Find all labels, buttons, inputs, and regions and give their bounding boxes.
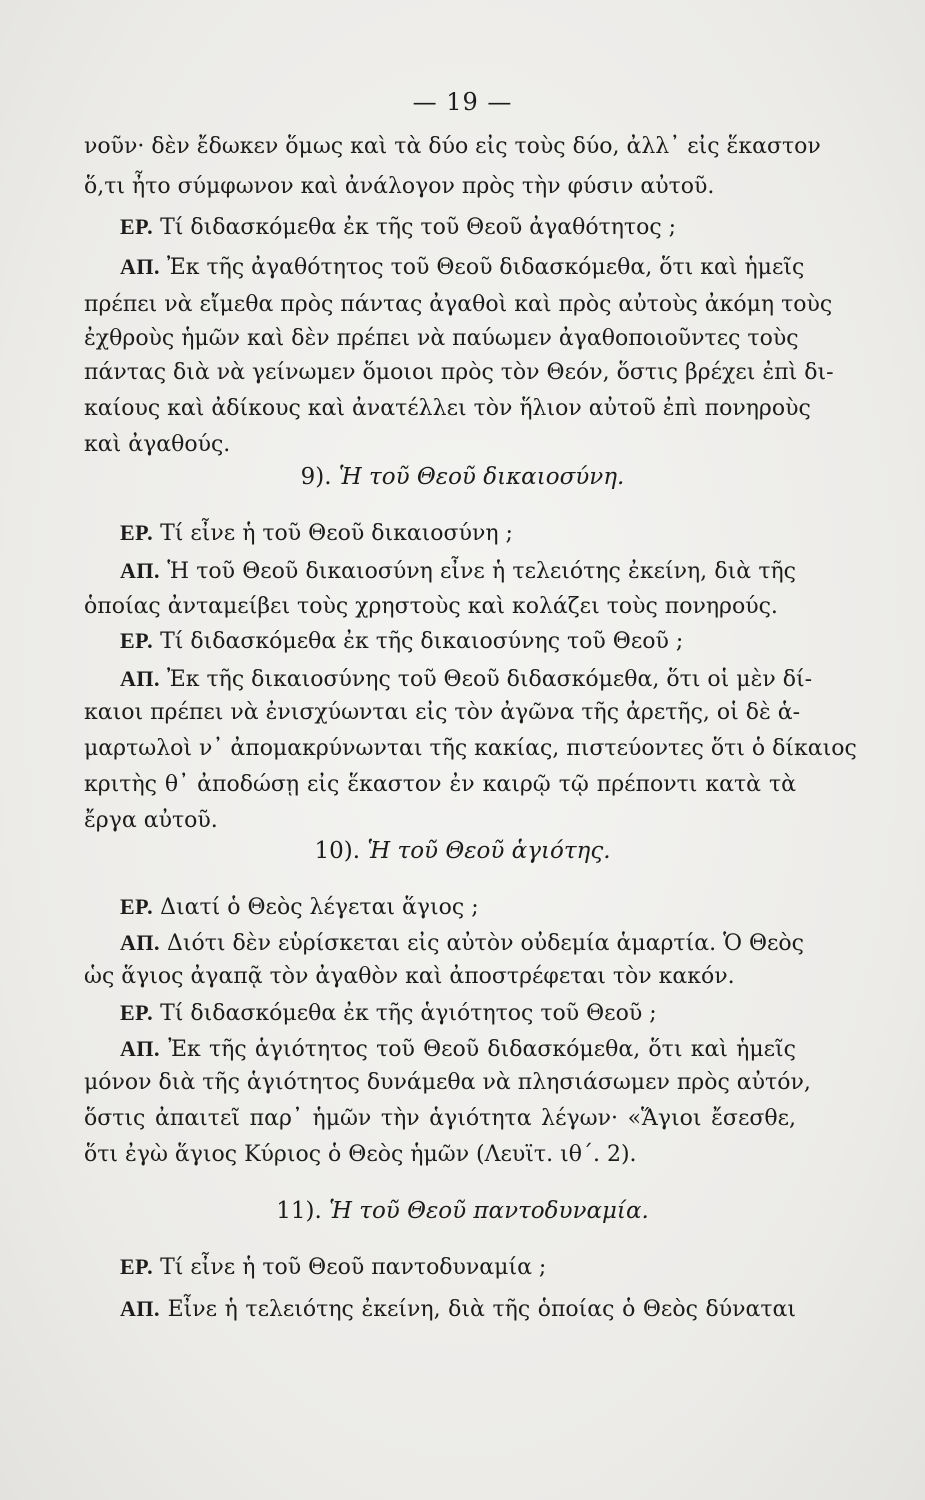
- answer-line: ΑΠ. Εἶνε ἡ τελειότης ἐκείνη, διὰ τῆς ὁποίας ὁ Θεὸς δύναται: [120, 1296, 796, 1322]
- speaker-label: ΕΡ.: [120, 520, 154, 545]
- answer-line: ΑΠ. Ἡ τοῦ Θεοῦ δικαιοσύνη εἶνε ἡ τελειότης ἐκείνη, διὰ τῆς: [120, 558, 796, 584]
- question-line: ΕΡ. Διατί ὁ Θεὸς λέγεται ἅγιος ;: [120, 894, 479, 920]
- section-number: 11).: [276, 1198, 322, 1224]
- answer-line: ΑΠ. Ἐκ τῆς ἁγιότητος τοῦ Θεοῦ διδασκόμεθα, ὅτι καὶ ἡμεῖς: [120, 1036, 796, 1062]
- text-line: ὅστις ἀπαιτεῖ παρ᾽ ἡμῶν τὴν ἁγιότητα λέγων· «Ἅγιοι ἔσεσθε,: [84, 1106, 796, 1131]
- text-line: πρέπει νὰ εἴμεθα πρὸς πάντας ἀγαθοὶ καὶ πρὸς αὐτοὺς ἀκόμη τοὺς: [84, 292, 833, 317]
- section-heading-11: [0, 1198, 925, 1224]
- answer-line: ΑΠ. Διότι δὲν εὑρίσκεται εἰς αὐτὸν οὐδεμία ἁμαρτία. Ὁ Θεὸς: [120, 930, 804, 956]
- text-line: ὅ,τι ἦτο σύμφωνον καὶ ἀνάλογον πρὸς τὴν φύσιν αὐτοῦ.: [84, 174, 715, 199]
- speaker-label: ΑΠ.: [120, 666, 160, 691]
- speaker-label: ΕΡ.: [120, 1000, 154, 1025]
- text-line: πάντας διὰ νὰ γείνωμεν ὅμοιοι πρὸς τὸν Θεόν, ὅστις βρέχει ἐπὶ δι-: [84, 360, 834, 385]
- text-line: νοῦν· δὲν ἔδωκεν ὅμως καὶ τὰ δύο εἰς τοὺς δύο, ἀλλ᾽ εἰς ἕκαστον: [84, 134, 821, 159]
- section-title: Ἡ τοῦ Θεοῦ δικαιοσύνη.: [338, 464, 625, 490]
- section-number: 9).: [300, 464, 332, 490]
- speaker-label: ΕΡ.: [120, 628, 154, 653]
- text-line: μόνον διὰ τῆς ἁγιότητος δυνάμεθα νὰ πλησιάσωμεν πρὸς αὐτόν,: [84, 1070, 811, 1095]
- speaker-label: ΑΠ.: [120, 558, 160, 583]
- answer-line: ΑΠ. Ἐκ τῆς δικαιοσύνης τοῦ Θεοῦ διδασκόμεθα, ὅτι οἱ μὲν δί-: [120, 666, 813, 692]
- text-line: ὅτι ἐγὼ ἅγιος Κύριος ὁ Θεὸς ἡμῶν (Λευϊτ. ιθ΄. 2).: [84, 1142, 637, 1167]
- question-line: ΕΡ. Τί εἶνε ἡ τοῦ Θεοῦ παντοδυναμία ;: [120, 1254, 547, 1280]
- answer-line: ΑΠ. Ἐκ τῆς ἀγαθότητος τοῦ Θεοῦ διδασκόμεθα, ὅτι καὶ ἡμεῖς: [120, 254, 805, 280]
- speaker-label: ΕΡ.: [120, 894, 154, 919]
- section-number: 10).: [314, 838, 361, 864]
- speaker-label: ΑΠ.: [120, 1296, 160, 1321]
- text-line: καιοι πρέπει νὰ ἐνισχύωνται εἰς τὸν ἀγῶνα τῆς ἀρετῆς, οἱ δὲ ἁ-: [84, 700, 801, 725]
- section-title: Ἡ τοῦ Θεοῦ παντοδυναμία.: [329, 1198, 649, 1224]
- page-number: — 19 —: [412, 88, 513, 116]
- text-line: κριτὴς θ᾽ ἀποδώσῃ εἰς ἕκαστον ἐν καιρῷ τῷ πρέποντι κατὰ τὰ: [84, 772, 796, 797]
- section-heading-10: [0, 838, 925, 864]
- text-line: καίους καὶ ἀδίκους καὶ ἀνατέλλει τὸν ἥλιον αὐτοῦ ἐπὶ πονηροὺς: [84, 396, 811, 421]
- speaker-label: ΑΠ.: [120, 1036, 160, 1061]
- question-line: ΕΡ. Τί διδασκόμεθα ἐκ τῆς δικαιοσύνης τοῦ Θεοῦ ;: [120, 628, 684, 654]
- text-line: ὁποίας ἀνταμείβει τοὺς χρηστοὺς καὶ κολάζει τοὺς πονηρούς.: [84, 594, 778, 619]
- text-line: ἐχθροὺς ἡμῶν καὶ δὲν πρέπει νὰ παύωμεν ἀγαθοποιοῦντες τοὺς: [84, 326, 799, 351]
- speaker-label: ΕΡ.: [120, 214, 154, 239]
- text-line: ὡς ἅγιος ἀγαπᾷ τὸν ἀγαθὸν καὶ ἀποστρέφεται τὸν κακόν.: [84, 964, 735, 989]
- section-title: Ἡ τοῦ Θεοῦ ἁγιότης.: [367, 838, 611, 864]
- text-line: καὶ ἀγαθούς.: [84, 432, 231, 457]
- text-line: ἔργα αὐτοῦ.: [84, 808, 218, 833]
- question-line: ΕΡ. Τί διδασκόμεθα ἐκ τῆς τοῦ Θεοῦ ἀγαθότητος ;: [120, 214, 677, 240]
- speaker-label: ΑΠ.: [120, 254, 160, 279]
- text-line: μαρτωλοὶ ν᾽ ἀπομακρύνωνται τῆς κακίας, πιστεύοντες ὅτι ὁ δίκαιος: [84, 736, 857, 761]
- question-line: ΕΡ. Τί εἶνε ἡ τοῦ Θεοῦ δικαιοσύνη ;: [120, 520, 513, 546]
- speaker-label: ΕΡ.: [120, 1254, 154, 1279]
- speaker-label: ΑΠ.: [120, 930, 160, 955]
- section-heading-9: [0, 464, 925, 490]
- question-line: ΕΡ. Τί διδασκόμεθα ἐκ τῆς ἁγιότητος τοῦ Θεοῦ ;: [120, 1000, 657, 1026]
